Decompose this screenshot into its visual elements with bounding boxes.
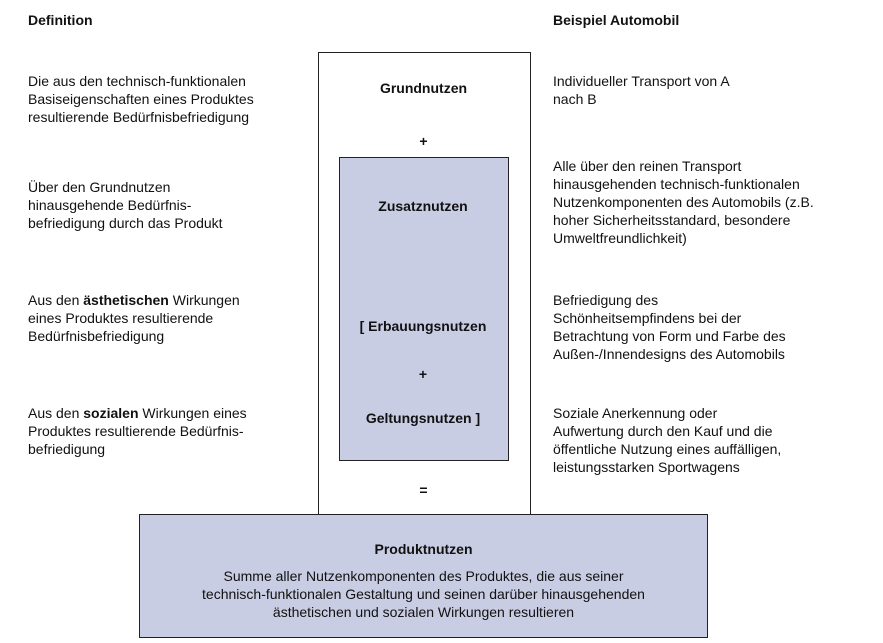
definition-zusatznutzen [28,178,313,232]
grundnutzen-label: Grundnutzen [379,80,468,96]
example-header: Beispiel Automobil [553,12,680,28]
definition-line: Produktes resultierende Bedürfnis- [28,423,244,439]
definition-line [28,291,313,309]
product-benefit-line: technisch-funktionalen Gestaltung und seinen darüber hinausgehenden [202,586,645,602]
example-line: Umweltfreundlichkeit) [553,230,687,246]
definition-grundnutzen [28,72,313,126]
example-line: öffentliche Nutzung eines auffälligen, [553,441,782,457]
definition-line: resultierende Bedürfnisbefriedigung [28,109,250,125]
plus-sign-2: + [418,366,428,382]
text-segment: Wirkungen eines [138,405,247,421]
erbauungsnutzen-label: [ Erbauungsnutzen [359,318,487,334]
definition-line: Über den Grundnutzen [28,179,171,195]
text-segment: Wirkungen [168,292,240,308]
text-segment: Aus den [28,292,84,308]
definition-header: Definition [28,12,93,28]
definition-geltungsnutzen [28,404,313,458]
definition-line: Basiseigenschaften eines Produktes [28,91,254,107]
example-line: nach B [553,91,597,107]
example-zusatznutzen [553,157,878,247]
example-line: Nutzenkomponenten des Automobils (z.B. [553,194,814,210]
example-line: hoher Sicherheitsstandard, besondere [553,212,791,228]
definition-line: befriedigung durch das Produkt [28,215,223,231]
zusatznutzen-label: Zusatznutzen [378,198,468,214]
definition-line: Die aus den technisch-funktionalen [28,73,246,89]
example-line: hinausgehenden technisch-funktionalen [553,176,800,192]
example-line: Soziale Anerkennung oder [553,405,718,421]
product-benefit-line: Summe aller Nutzenkomponenten des Produktes, die aus seiner [223,568,624,584]
product-benefit-line: ästhetischen und sozialen Wirkungen resultieren [272,604,575,620]
equals-sign: = [419,482,428,498]
definition-line: Bedürfnisbefriedigung [28,328,165,344]
product-benefit-title: Produktnutzen [374,541,473,557]
definition-line: eines Produktes resultierende [28,310,214,326]
geltungsnutzen-label: Geltungsnutzen ] [365,410,481,426]
example-line: Alle über den reinen Transport [553,158,742,174]
example-line: Individueller Transport von A [553,73,730,89]
example-line: Schönheitsempfindens bei der [553,310,742,326]
definition-line: hinausgehende Bedürfnis- [28,197,192,213]
example-line: Aufwertung durch den Kauf und die [553,423,773,439]
example-line: Befriedigung des [553,292,659,308]
example-geltungsnutzen [553,404,878,476]
example-erbauungsnutzen [553,291,878,363]
text-segment: Aus den [28,405,84,421]
emphasis-text: sozialen [83,405,139,421]
example-line: Außen-/Innendesigns des Automobils [553,346,785,362]
definition-line [28,404,313,422]
example-grundnutzen [553,72,873,108]
definition-line: befriedigung [28,441,106,457]
example-line: leistungsstarken Sportwagens [553,459,740,475]
product-benefit-content [139,541,708,621]
example-line: Betrachtung von Form und Farbe des [553,328,786,344]
definition-erbauungsnutzen [28,291,313,345]
emphasis-text: ästhetischen [83,292,169,308]
plus-sign-1: + [419,133,428,149]
